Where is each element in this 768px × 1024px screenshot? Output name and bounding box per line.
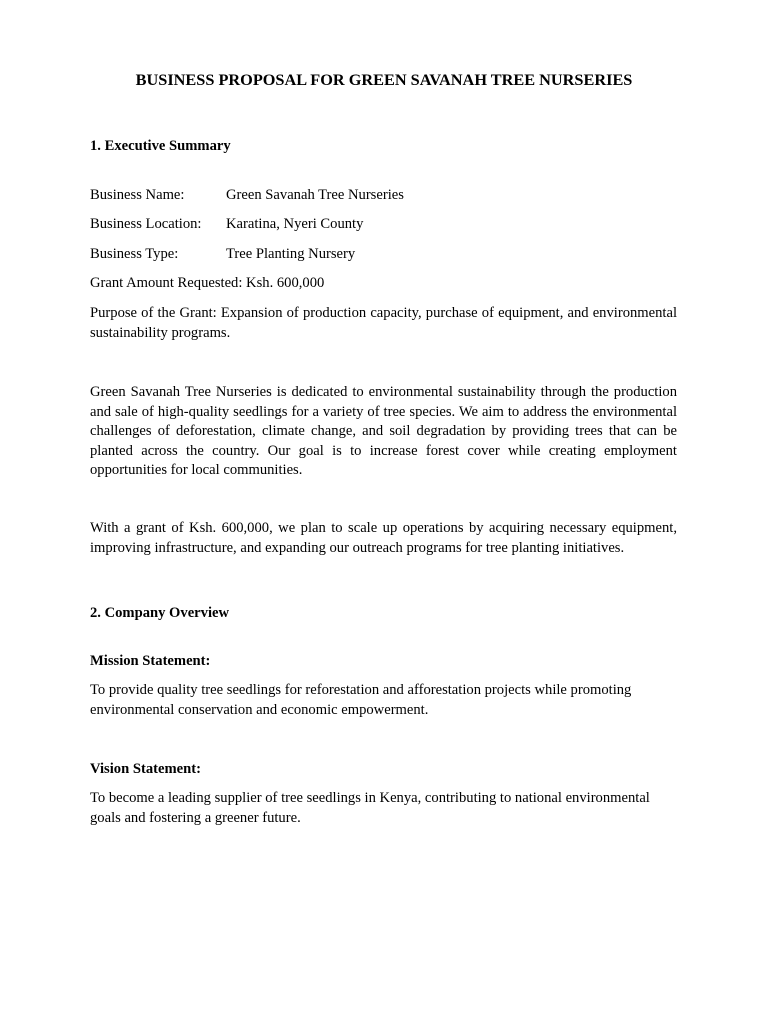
business-name-label: Business Name: [90, 187, 185, 203]
vision-statement-text: To become a leading supplier of tree seedlings in Kenya, contributing to national environmental goals and fostering a greener future. [90, 790, 650, 826]
company-overview-heading: 2. Company Overview [90, 605, 230, 621]
grant-purpose: Purpose of the Grant: Expansion of production capacity, purchase of equipment, and environmental sustainability programs. [90, 305, 677, 341]
business-location-value: Karatina, Nyeri County [226, 216, 364, 232]
mission-statement-text: To provide quality tree seedlings for reforestation and afforestation projects while promoting environmental conservation and economic empowerment. [90, 682, 632, 718]
summary-paragraph-2: With a grant of Ksh. 600,000, we plan to scale up operations by acquiring necessary equipment, improving infrastructure, and expanding our outreach programs for tree planting initiatives. [90, 520, 677, 556]
vision-statement-heading: Vision Statement: [90, 761, 201, 777]
executive-summary-heading: 1. Executive Summary [90, 138, 231, 154]
business-type-value: Tree Planting Nursery [226, 246, 356, 262]
business-location-label: Business Location: [90, 216, 202, 232]
document-title: BUSINESS PROPOSAL FOR GREEN SAVANAH TREE NURSERIES [135, 70, 633, 89]
grant-amount: Grant Amount Requested: Ksh. 600,000 [90, 275, 325, 291]
summary-paragraph-1: Green Savanah Tree Nurseries is dedicated to environmental sustainability through the production and sale of high-quality seedlings for a variety of tree species. We aim to address the environmental challenges of deforestation, climate change, and soil degradation by providing trees that can be planted across the country. Our goal is to increase forest cover while creating employment opportunities for local communities. [90, 384, 677, 478]
business-name-value: Green Savanah Tree Nurseries [226, 187, 404, 203]
mission-statement-heading: Mission Statement: [90, 653, 211, 669]
business-type-label: Business Type: [90, 246, 179, 262]
